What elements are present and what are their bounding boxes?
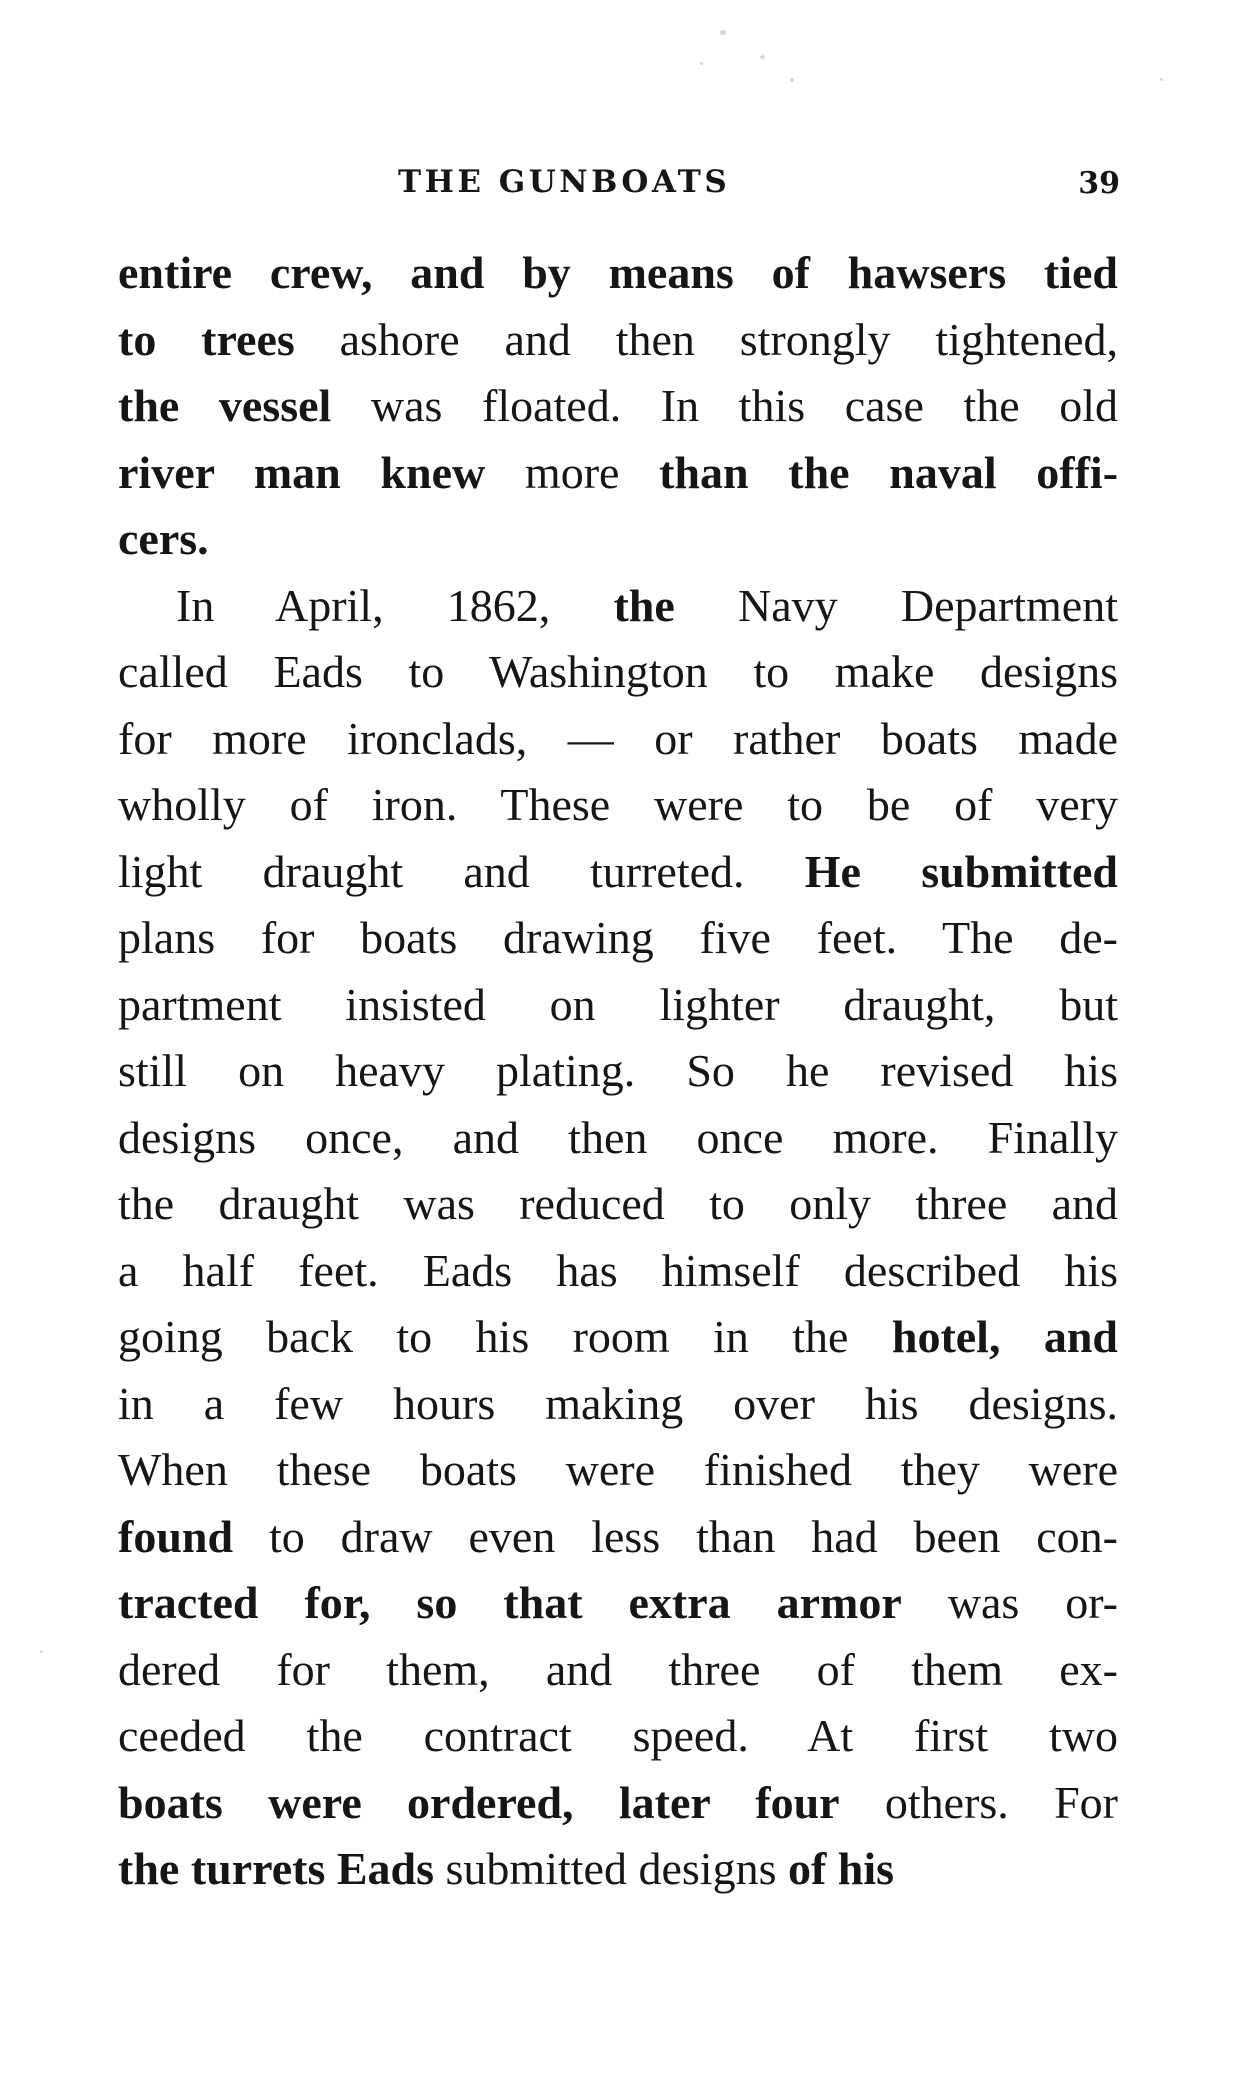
text-line [118,1437,1118,1504]
text-segment: to draw even less than had been con- [233,1510,1118,1562]
running-header-title: THE GUNBOATS [398,164,731,200]
text-line [118,772,1118,839]
text-segment: entire crew, and by means of hawsers tied [118,247,1118,298]
text-segment: found [118,1510,234,1562]
text-segment: submitted designs [434,1843,788,1894]
text-line [118,1105,1118,1172]
text-segment: was or- [901,1577,1118,1628]
text-segment: the turrets Eads [118,1843,435,1894]
scan-speckle [720,30,726,35]
text-line [118,573,1118,640]
text-segment: the draught was reduced to only three and [118,1178,1118,1229]
text-segment: a half feet. Eads has himself described his [118,1244,1118,1296]
text-segment: boats were ordered, later four [118,1776,840,1828]
text-segment: wholly of iron. These were to be of very [118,779,1118,830]
text-segment: hotel, and [891,1311,1118,1362]
text-segment: the vessel [118,380,332,431]
text-segment: more [485,446,660,498]
text-line [118,972,1118,1039]
text-line [118,373,1118,440]
scan-speckle [760,55,765,59]
text-line [118,1770,1118,1837]
text-line [118,1371,1118,1438]
text-line [118,440,1118,507]
text-segment: others. For [839,1776,1118,1828]
text-line [118,1238,1118,1305]
text-line [118,1304,1118,1371]
text-segment: river man knew [118,446,486,498]
text-segment: partment insisted on lighter draught, but [118,978,1118,1030]
text-segment: in a few hours making over his designs. [118,1377,1118,1429]
scan-speckle [790,78,794,82]
text-segment: than the naval offi- [659,446,1118,498]
text-line [118,506,1118,573]
text-segment: dered for them, and three of them ex- [118,1643,1118,1695]
text-segment: ceeded the contract speed. At first two [118,1710,1118,1761]
text-line [118,839,1118,906]
text-segment: cers. [118,513,209,564]
scan-speckle [700,62,703,65]
text-segment: Navy Department [674,579,1118,631]
text-line [118,1836,1118,1903]
text-line [118,639,1118,706]
text-line [118,1637,1118,1704]
text-line [118,1703,1118,1770]
text-line [118,1570,1118,1637]
text-line [118,1038,1118,1105]
text-segment: to trees [118,313,295,365]
text-line [118,905,1118,972]
text-segment: still on heavy plating. So he revised his [118,1045,1118,1096]
text-segment: He submitted [804,845,1118,897]
text-segment: was floated. In this case the old [331,380,1118,431]
text-segment: light draught and turreted. [118,845,805,897]
text-line [118,706,1118,773]
text-segment: for more ironclads, — or rather boats made [118,712,1118,764]
text-segment: the [613,579,675,631]
scan-speckle [1160,78,1163,81]
text-segment: In April, 1862, [176,579,614,631]
text-segment: designs once, and then once more. Finally [118,1111,1118,1163]
text-segment: plans for boats drawing five feet. The de- [118,912,1118,963]
text-segment: When these boats were finished they were [118,1444,1118,1495]
scan-speckle [40,1650,43,1653]
text-segment: going back to his room in the [118,1311,892,1362]
text-segment: of his [787,1843,895,1894]
body-text [118,240,1118,1903]
text-line [118,1171,1118,1238]
page-number: 39 [1078,166,1120,201]
text-line [118,1504,1118,1571]
text-segment: ashore and then strongly tightened, [294,313,1118,365]
text-segment: tracted for, so that extra armor [118,1577,902,1628]
text-line [118,307,1118,374]
text-segment: called Eads to Washington to make designs [118,646,1118,697]
text-line [118,240,1118,307]
